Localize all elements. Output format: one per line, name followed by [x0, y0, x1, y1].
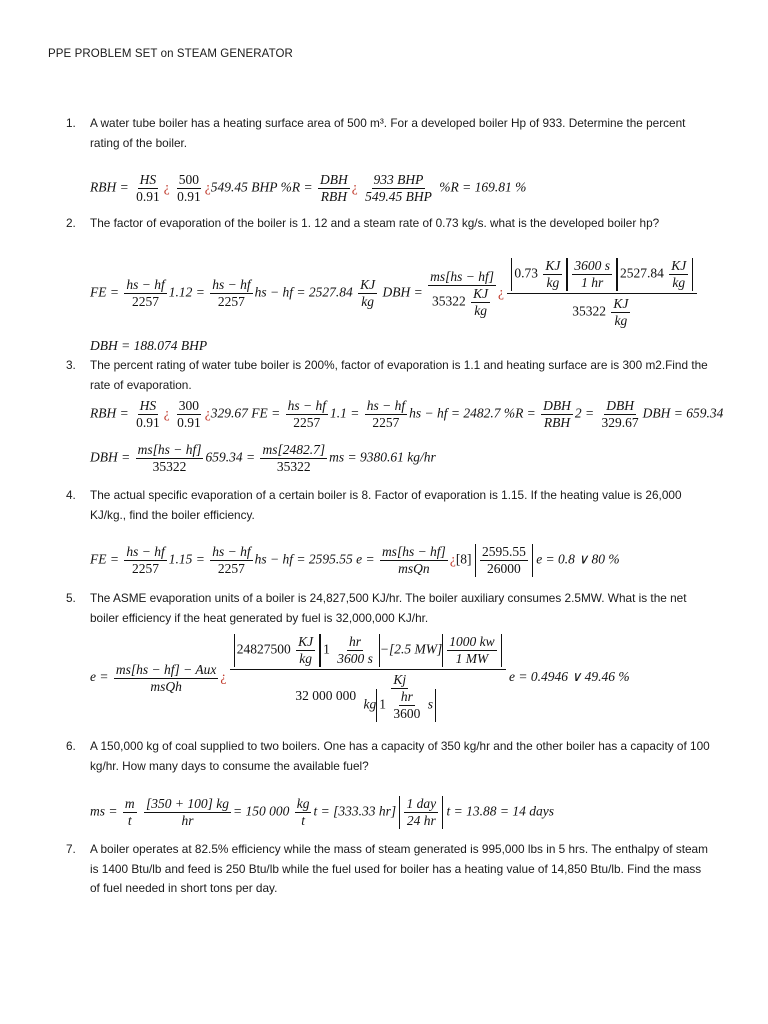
equation-1: RBH = $\frac{HS}{0.91}$ ¿ $\frac{500}{0.91}$ ¿549.45 BHP %R = $\frac{\text{DBH}}{\text{RBH}}$ ¿ $\frac{\text{933 BHP}}{\text{549.45 BHP}}$ %R = 169.81 % [90, 172, 527, 204]
problem-text: The percent rating of water tube boiler is 200%, factor of evaporation is 1.1 and heating surface are is 300 m2.Find the rate of evaporation. [90, 358, 708, 392]
problem-number: 5. [66, 591, 76, 605]
problem-text: The factor of evaporation of the boiler is 1. 12 and a steam rate of 0.73 kg/s. what is the developed boiler hp? [90, 216, 660, 230]
problem-text: A water tube boiler has a heating surface area of 500 m³. For a developed boiler Hp of 933. Determine the percent rating of the boiler. [90, 116, 686, 150]
problem-number: 3. [66, 358, 76, 372]
equation-2: FE = $\frac{hs - hf}{2257}$ 1.12 = $\frac{hs - hf}{2257}$ hs − hf = 2527.84 $\frac{KJ}{kg}$ DBH = ms[hs − hf] 35322 $\frac{KJ}{kg}$ ¿ 0.73 $\frac{KJ}{kg}$ $\frac{3600 s}{1 hr}$ 2527.84 $\frac{KJ}{kg}$ 35322 $\frac{KJ}{kg}$ [90, 256, 697, 331]
equation-3a: RBH = $\frac{HS}{0.91}$ ¿ $\frac{300}{0.91}$ ¿329.67 FE = $\frac{hs - hf}{2257}$ 1.1 = $\frac{hs - hf}{2257}$ hs − hf = 2482.7 %R = $\frac{\text{DBH}}{\text{RBH}}$ 2 = $\frac{\text{DBH}}{329.67}$ DBH = 659.34 [90, 398, 724, 430]
problem-text: A boiler operates at 82.5% efficiency while the mass of steam generated is 995,000 lbs in 5 hrs. The enthalpy of steam is 1400 Btu/lb and feed is 250 Btu/lb while the fuel used for boiler has a heating value of 14,850 Btu/lb. Find the mass of fuel needed in short tons per day. [90, 842, 708, 895]
problem-number: 4. [66, 488, 76, 502]
problem-number: 2. [66, 216, 76, 230]
problem-number: 1. [66, 116, 76, 130]
problem-number: 7. [66, 842, 76, 856]
document-title: PPE PROBLEM SET on STEAM GENERATOR [48, 48, 293, 60]
problem-text: A 150,000 kg of coal supplied to two boilers. One has a capacity of 350 kg/hr and the other boiler has a capacity of 100 kg/hr. How many days to consume the available fuel? [90, 739, 710, 773]
equation-2-result: DBH = 188.074 BHP [90, 338, 208, 353]
equation-6: ms = $\frac{m}{t}$ $\frac{[350 + 100] kg}{hr}$ = 150 000 $\frac{kg}{t}$ t = [333.33 hr] $\frac{\text{1 day}}{24 hr}$ t = 13.88 = 14 days [90, 796, 554, 828]
equation-4: FE = $\frac{hs - hf}{2257}$ 1.15 = $\frac{hs - hf}{2257}$ hs − hf = 2595.55 e = $\frac{ms[hs - hf]}{\text{msQn}}$ ¿[8] $\frac{2595.55}{26000}$ e = 0.8 ∨ 80 % [90, 544, 620, 576]
equation-5: e = $\frac{\text{ms[hs − hf] − Aux}}{\text{msQh}}$ ¿ 24827500 $\frac{KJ}{kg}$ 1 $\frac{hr}{3600 s}$ −[2.5 MW] $\frac{1000 kw}{1 MW}$ 32 000 000 Kj kg 1 $\frac{hr}{3600}$ s e = 0.4946 ∨ 49.46 % [90, 634, 630, 721]
equation-3b: DBH = $\frac{ms[hs - hf]}{35322}$ 659.34 = $\frac{ms[2482.7]}{35322}$ ms = 9380.61 kg/hr [90, 442, 436, 474]
problem-number: 6. [66, 739, 76, 753]
problem-text: The actual specific evaporation of a certain boiler is 8. Factor of evaporation is 1.15. If the heating value is 26,000 KJ/kg., find the boiler efficiency. [90, 488, 682, 522]
problem-text: The ASME evaporation units of a boiler is 24,827,500 KJ/hr. The boiler auxiliary consumes 2.5MW. What is the net boiler efficiency if the heat generated by fuel is 32,000,000 KJ/hr. [90, 591, 687, 625]
